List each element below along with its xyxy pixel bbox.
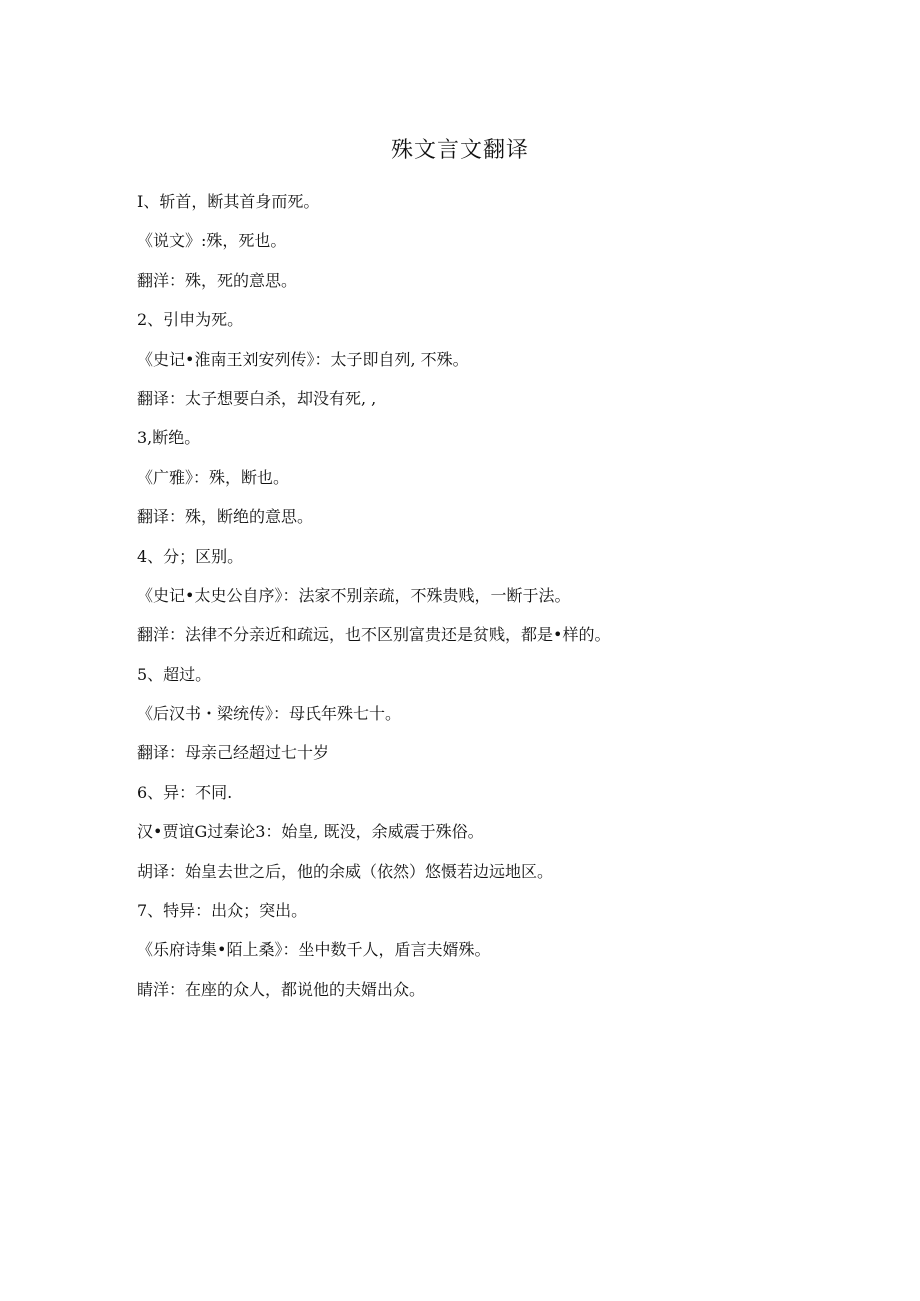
text-line: 3,断绝。 bbox=[137, 428, 201, 448]
text-line: 4、分；区别。 bbox=[137, 546, 244, 566]
text-line: I、斩首，断其首身而死。 bbox=[137, 192, 320, 211]
text-line: 翻洋：殊，死的意思。 bbox=[137, 270, 298, 290]
text-line: 6、异：不同. bbox=[137, 782, 233, 802]
document-body bbox=[137, 188, 837, 1015]
document-title: 殊文言文翻译 bbox=[390, 138, 529, 163]
text-line: 《乐府诗集•陌上桑》：坐中数千人，盾言夫婿殊。 bbox=[137, 940, 491, 960]
text-line: 《广雅》：殊，断也。 bbox=[137, 467, 290, 487]
text-line: 《史记•太史公自序》：法家不别亲疏，不殊贵贱，一断于法。 bbox=[137, 585, 571, 605]
text-line: 胡译：始皇去世之后，他的余威（依然）悠慑若边远地区。 bbox=[137, 861, 554, 881]
text-line: 5、超过。 bbox=[137, 664, 212, 684]
text-line: 翻洋：法律不分亲近和疏远，也不区别富贵还是贫贱，都是•样的。 bbox=[137, 625, 611, 645]
text-line: 翻译：殊，断绝的意思。 bbox=[137, 507, 314, 527]
text-line: 《说文》:殊，死也。 bbox=[137, 231, 287, 251]
text-line: 7、特异：出众；突出。 bbox=[137, 901, 308, 921]
text-line: 睛洋：在座的众人，都说他的夫婿出众。 bbox=[137, 979, 426, 999]
text-line: 汉•贾谊G过秦论3：始皇, 既没，余威震于殊俗。 bbox=[137, 822, 484, 842]
text-line: 《史记•淮南王刘安列传》：太子即自列, 不殊。 bbox=[137, 349, 469, 369]
text-line: 翻译：太子想要白杀，却没有死, , bbox=[137, 388, 377, 408]
text-line: 翻译：母亲己经超过七十岁 bbox=[137, 743, 330, 763]
text-line: 《后汉书・梁统传》：母氏年殊七十。 bbox=[137, 704, 402, 724]
text-line: 2、引申为死。 bbox=[137, 310, 244, 330]
